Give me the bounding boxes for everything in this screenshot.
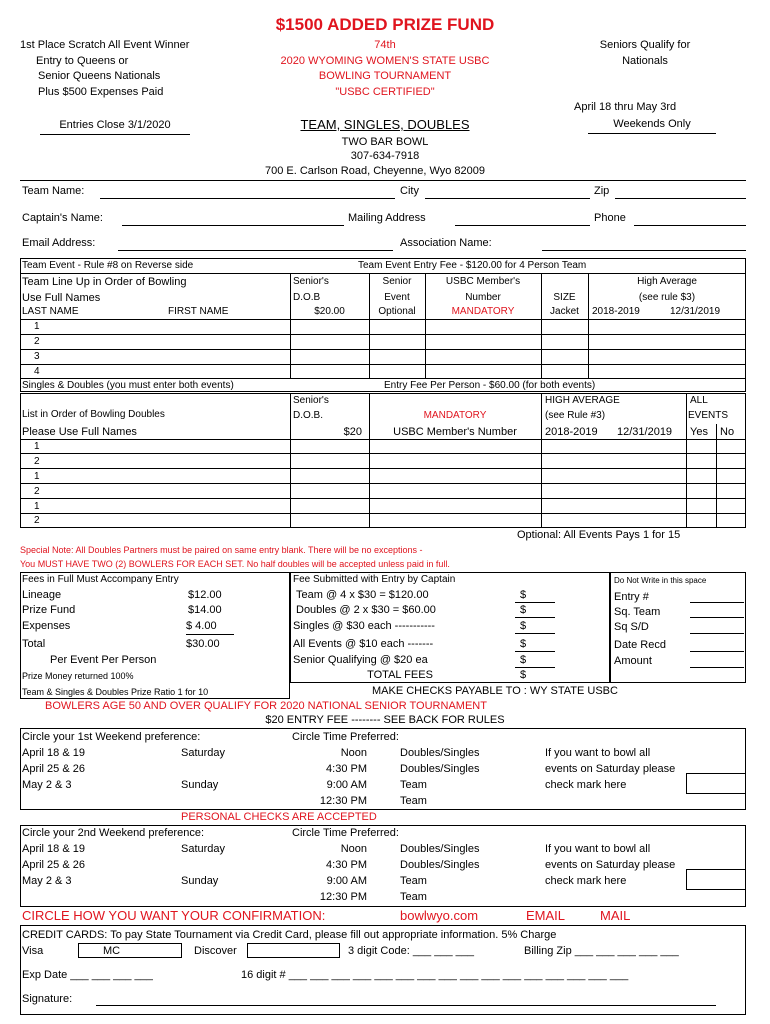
phone-label: Phone xyxy=(594,212,626,224)
association-label: Association Name: xyxy=(400,237,492,249)
all-events-header-2: EVENTS xyxy=(688,410,729,421)
fee-senior-line: Senior Qualifying @ $20 ea xyxy=(293,654,428,666)
page-title: $1500 ADDED PRIZE FUND xyxy=(275,15,495,34)
office-date-label: Date Recd xyxy=(614,639,666,651)
header-left-1: 1st Place Scratch All Event Winner xyxy=(20,39,190,51)
dollar-6: $ xyxy=(520,669,527,681)
office-sqsd-label: Sq S/D xyxy=(614,621,649,633)
team-table-title-right: Team Event Entry Fee - $120.00 for 4 Person Team xyxy=(358,260,587,271)
team-seniors-header-1: Senior's xyxy=(293,276,329,287)
header-right-2: Nationals xyxy=(622,55,668,67)
team-row-3: 3 xyxy=(34,351,40,362)
all-events-header-1: ALL xyxy=(690,395,708,406)
weekend-2-time-title: Circle Time Preferred: xyxy=(292,827,399,839)
weekend-2-date-3[interactable]: May 2 & 3 xyxy=(22,875,72,887)
weekend-1-event-3: Team xyxy=(400,779,427,791)
mailing-address-field[interactable] xyxy=(455,225,590,226)
senior-event-header-2: Event xyxy=(384,292,410,303)
weekend-1-date-3[interactable]: May 2 & 3 xyxy=(22,779,72,791)
weekend-2-time-2[interactable]: 4:30 PM xyxy=(326,859,367,871)
fee-team-amount-field[interactable] xyxy=(515,602,555,603)
fee-singles-line: Singles @ $30 each ----------- xyxy=(293,620,435,632)
weekend-1-saturday: Saturday xyxy=(181,747,226,759)
fee-doubles-line: Doubles @ 2 x $30 = $60.00 xyxy=(296,604,436,616)
all-events-yes: Yes xyxy=(690,426,708,438)
weekend-2-note-3: check mark here xyxy=(545,875,627,887)
city-field[interactable] xyxy=(425,198,590,199)
credit-visa-mc-box[interactable] xyxy=(78,943,182,958)
weekend-1-time-1[interactable]: Noon xyxy=(340,747,367,759)
team-name-field[interactable] xyxy=(100,198,395,199)
doubles-list-heading-2: Please Use Full Names xyxy=(22,426,137,438)
office-entry-label: Entry # xyxy=(614,591,649,603)
credit-visa-label: Visa xyxy=(22,945,44,957)
zip-field[interactable] xyxy=(615,198,746,199)
doubles-row-2: 2 xyxy=(34,456,40,467)
weekend-2-date-2[interactable]: April 25 & 26 xyxy=(22,859,85,871)
credit-mc-label: MC xyxy=(103,945,121,957)
credit-16-digit[interactable]: 16 digit # ___ ___ ___ ___ ___ ___ ___ ___ ___ ___ ___ ___ ___ ___ ___ ___ xyxy=(241,969,629,981)
total-fees-label: TOTAL FEES xyxy=(367,669,433,681)
doubles-row-5: 1 xyxy=(34,501,40,512)
usbc-header-1: USBC Member's xyxy=(445,276,521,287)
fee-prize-amount: $14.00 xyxy=(188,604,222,616)
doubles-usbc-header: USBC Member's Number xyxy=(393,426,517,438)
fee-doubles-amount-field[interactable] xyxy=(515,617,555,618)
team-seniors-header-3: $20.00 xyxy=(314,306,345,317)
senior-qualify-note: BOWLERS AGE 50 AND OVER QUALIFY FOR 2020 NATIONAL SENIOR TOURNAMENT xyxy=(45,700,487,712)
first-name-header: FIRST NAME xyxy=(168,306,229,317)
weekend-2-event-4: Team xyxy=(400,891,427,903)
header-left-4: Plus $500 Expenses Paid xyxy=(38,86,164,98)
high-average-header: High Average xyxy=(637,276,697,287)
size-header: SIZE xyxy=(553,292,576,303)
office-sqteam-field[interactable] xyxy=(690,617,744,618)
entries-close: Entries Close 3/1/2020 xyxy=(59,119,171,131)
team-table-title-left: Team Event - Rule #8 on Reverse side xyxy=(22,260,194,271)
prize-ratio-note: Team & Singles & Doubles Prize Ratio 1 for 10 xyxy=(22,687,209,697)
dollar-3: $ xyxy=(520,620,527,632)
weekend-2-saturday: Saturday xyxy=(181,843,226,855)
jacket-header: Jacket xyxy=(550,306,579,317)
tournament-dates: April 18 thru May 3rd xyxy=(574,101,677,113)
fee-allevents-amount-field[interactable] xyxy=(515,651,555,652)
weekend-2-time-3[interactable]: 9:00 AM xyxy=(326,875,367,887)
weekend-2-event-2: Doubles/Singles xyxy=(400,859,480,871)
weekend-2-sunday: Sunday xyxy=(181,875,219,887)
weekend-1-time-2[interactable]: 4:30 PM xyxy=(326,763,367,775)
weekend-2-checkbox[interactable] xyxy=(686,869,746,890)
weekend-2-time-4[interactable]: 12:30 PM xyxy=(319,891,367,903)
weekend-1-sunday: Sunday xyxy=(181,779,219,791)
association-field[interactable] xyxy=(542,250,746,251)
confirmation-mail[interactable]: MAIL xyxy=(600,908,631,923)
senior-event-header-1: Senior xyxy=(382,276,412,287)
doubles-seniors-header-2: D.O.B. xyxy=(293,410,324,421)
office-amount-field[interactable] xyxy=(690,667,744,668)
phone-field[interactable] xyxy=(634,225,746,226)
team-year-2018: 2018-2019 xyxy=(592,306,640,317)
dollar-4: $ xyxy=(520,638,527,650)
weekend-2-note-1: If you want to bowl all xyxy=(545,843,651,855)
credit-intro: CREDIT CARDS: To pay State Tournament via Credit Card, please fill out appropriate information. 5% Charge xyxy=(22,929,557,941)
dollar-1: $ xyxy=(520,589,527,601)
doubles-table-title-left: Singles & Doubles (you must enter both events) xyxy=(22,380,234,391)
header-center-4: "USBC CERTIFIED" xyxy=(335,86,435,98)
weekend-1-note-2: events on Saturday please xyxy=(545,763,676,775)
dollar-5: $ xyxy=(520,654,527,666)
team-row-1: 1 xyxy=(34,321,40,332)
confirmation-website[interactable]: bowlwyo.com xyxy=(400,908,479,923)
office-use-title: Do Not Write in this space xyxy=(614,576,707,585)
captain-name-field[interactable] xyxy=(122,225,344,226)
captain-name-label: Captain's Name: xyxy=(22,212,103,224)
venue-phone: 307-634-7918 xyxy=(350,150,420,162)
doubles-list-heading-1: List in Order of Bowling Doubles xyxy=(22,409,165,420)
last-name-header: LAST NAME xyxy=(22,306,79,317)
doubles-year-2019: 12/31/2019 xyxy=(617,426,673,438)
doubles-row-1: 1 xyxy=(34,441,40,452)
doubles-row-4: 2 xyxy=(34,486,40,497)
credit-exp-date[interactable]: Exp Date ___ ___ ___ ___ xyxy=(22,969,153,981)
prize-money-note: Prize Money returned 100% xyxy=(22,671,134,681)
weekend-2-event-3: Team xyxy=(400,875,427,887)
special-note-2: You MUST HAVE TWO (2) BOWLERS FOR EACH SET. No half doubles will be accepted unless paid in full. xyxy=(20,559,450,569)
weekends-only: Weekends Only xyxy=(613,118,691,130)
senior-entry-fee: $20 ENTRY FEE -------- SEE BACK FOR RULES xyxy=(265,714,505,726)
mailing-address-label: Mailing Address xyxy=(348,212,426,224)
events-title: TEAM, SINGLES, DOUBLES xyxy=(300,117,470,132)
doubles-seniors-header-3: $20 xyxy=(343,426,362,438)
header-left-3: Senior Queens Nationals xyxy=(38,70,161,82)
team-row-2: 2 xyxy=(34,336,40,347)
make-checks-payable: MAKE CHECKS PAYABLE TO : WY STATE USBC xyxy=(372,685,618,697)
weekend-1-date-1[interactable]: April 18 & 19 xyxy=(22,747,85,759)
fee-submitted-title: Fee Submitted with Entry by Captain xyxy=(293,574,456,585)
weekend-1-time-3[interactable]: 9:00 AM xyxy=(326,779,367,791)
weekend-1-event-2: Doubles/Singles xyxy=(400,763,480,775)
fee-total-label: Total xyxy=(22,638,46,650)
fee-total-amount: $30.00 xyxy=(186,638,220,650)
header-right-1: Seniors Qualify for xyxy=(599,39,691,51)
team-row-4: 4 xyxy=(34,366,40,377)
signature-label: Signature: xyxy=(22,993,73,1005)
confirmation-email[interactable]: EMAIL xyxy=(526,908,566,923)
zip-label: Zip xyxy=(594,185,610,197)
per-event-note: Per Event Per Person xyxy=(50,654,157,666)
credit-discover-box[interactable] xyxy=(247,943,340,958)
doubles-row-3: 1 xyxy=(34,471,40,482)
email-field[interactable] xyxy=(118,250,393,251)
credit-billing-zip[interactable]: Billing Zip ___ ___ ___ ___ ___ xyxy=(524,945,679,957)
header-left-2: Entry to Queens or xyxy=(36,55,129,67)
venue-name: TWO BAR BOWL xyxy=(341,136,429,148)
header-center-3: BOWLING TOURNAMENT xyxy=(318,70,452,82)
lineup-heading-2: Use Full Names xyxy=(22,292,101,304)
fee-lineage-amount: $12.00 xyxy=(188,589,222,601)
weekend-1-date-2[interactable]: April 25 & 26 xyxy=(22,763,85,775)
team-year-2019: 12/31/2019 xyxy=(670,306,721,317)
weekend-2-event-1: Doubles/Singles xyxy=(400,843,480,855)
usbc-header-2: Number xyxy=(465,292,501,303)
office-sqsd-field[interactable] xyxy=(690,633,744,634)
office-sqteam-label: Sq. Team xyxy=(614,606,661,618)
office-entry-field[interactable] xyxy=(690,602,744,603)
dollar-2: $ xyxy=(520,604,527,616)
doubles-usbc-mandatory: MANDATORY xyxy=(423,410,487,421)
office-date-field[interactable] xyxy=(690,651,744,652)
signature-field[interactable] xyxy=(96,1005,716,1006)
fee-team-line: Team @ 4 x $30 = $120.00 xyxy=(296,589,429,601)
fee-allevents-line: All Events @ $10 each ------- xyxy=(293,638,434,650)
doubles-high-average-rule: (see Rule #3) xyxy=(545,410,606,421)
doubles-table-title-right: Entry Fee Per Person - $60.00 (for both events) xyxy=(384,380,596,391)
header-center-2: 2020 WYOMING WOMEN'S STATE USBC xyxy=(280,55,490,67)
weekend-1-event-4: Team xyxy=(400,795,427,807)
weekend-1-time-4[interactable]: 12:30 PM xyxy=(319,795,367,807)
fees-title: Fees in Full Must Accompany Entry xyxy=(22,574,179,585)
weekend-1-title: Circle your 1st Weekend preference: xyxy=(22,731,201,743)
team-name-label: Team Name: xyxy=(22,185,85,197)
personal-checks-accepted: PERSONAL CHECKS ARE ACCEPTED xyxy=(181,811,377,823)
email-label: Email Address: xyxy=(22,237,96,249)
weekend-1-note-3: check mark here xyxy=(545,779,627,791)
credit-code[interactable]: 3 digit Code: ___ ___ ___ xyxy=(348,945,474,957)
doubles-seniors-header-1: Senior's xyxy=(293,395,329,406)
city-label: City xyxy=(400,185,419,197)
all-events-no: No xyxy=(720,426,735,438)
doubles-year-2018: 2018-2019 xyxy=(545,426,598,438)
team-seniors-header-2: D.O.B xyxy=(293,292,321,303)
confirmation-label: CIRCLE HOW YOU WANT YOUR CONFIRMATION: xyxy=(22,908,326,923)
fee-expenses-amount: $ 4.00 xyxy=(186,620,217,632)
credit-discover-label: Discover xyxy=(194,945,237,957)
fee-lineage-label: Lineage xyxy=(22,589,62,601)
weekend-1-time-title: Circle Time Preferred: xyxy=(292,731,399,743)
fee-singles-amount-field[interactable] xyxy=(515,633,555,634)
doubles-row-6: 2 xyxy=(34,515,40,526)
fee-senior-amount-field[interactable] xyxy=(515,667,555,668)
fee-prize-label: Prize Fund xyxy=(22,604,76,616)
usbc-mandatory: MANDATORY xyxy=(451,306,515,317)
senior-event-header-3: Optional xyxy=(378,306,416,317)
weekend-1-note-1: If you want to bowl all xyxy=(545,747,651,759)
doubles-high-average-header: HIGH AVERAGE xyxy=(545,395,620,406)
lineup-heading-1: Team Line Up in Order of Bowling xyxy=(22,276,187,288)
optional-note: Optional: All Events Pays 1 for 15 xyxy=(517,529,681,541)
weekend-2-title: Circle your 2nd Weekend preference: xyxy=(22,827,205,839)
special-note-1: Special Note: All Doubles Partners must be paired on same entry blank. There will be no exceptions - xyxy=(20,545,423,555)
office-amount-label: Amount xyxy=(614,655,652,667)
high-average-rule: (see rule $3) xyxy=(638,292,696,303)
header-center-1: 74th xyxy=(374,39,396,51)
venue-address: 700 E. Carlson Road, Cheyenne, Wyo 82009 xyxy=(264,165,486,177)
weekend-2-time-1[interactable]: Noon xyxy=(340,843,367,855)
weekend-2-note-2: events on Saturday please xyxy=(545,859,676,871)
weekend-2-date-1[interactable]: April 18 & 19 xyxy=(22,843,85,855)
fee-expenses-label: Expenses xyxy=(22,620,71,632)
total-fees-field[interactable] xyxy=(515,682,555,683)
weekend-1-event-1: Doubles/Singles xyxy=(400,747,480,759)
weekend-1-checkbox[interactable] xyxy=(686,773,746,794)
